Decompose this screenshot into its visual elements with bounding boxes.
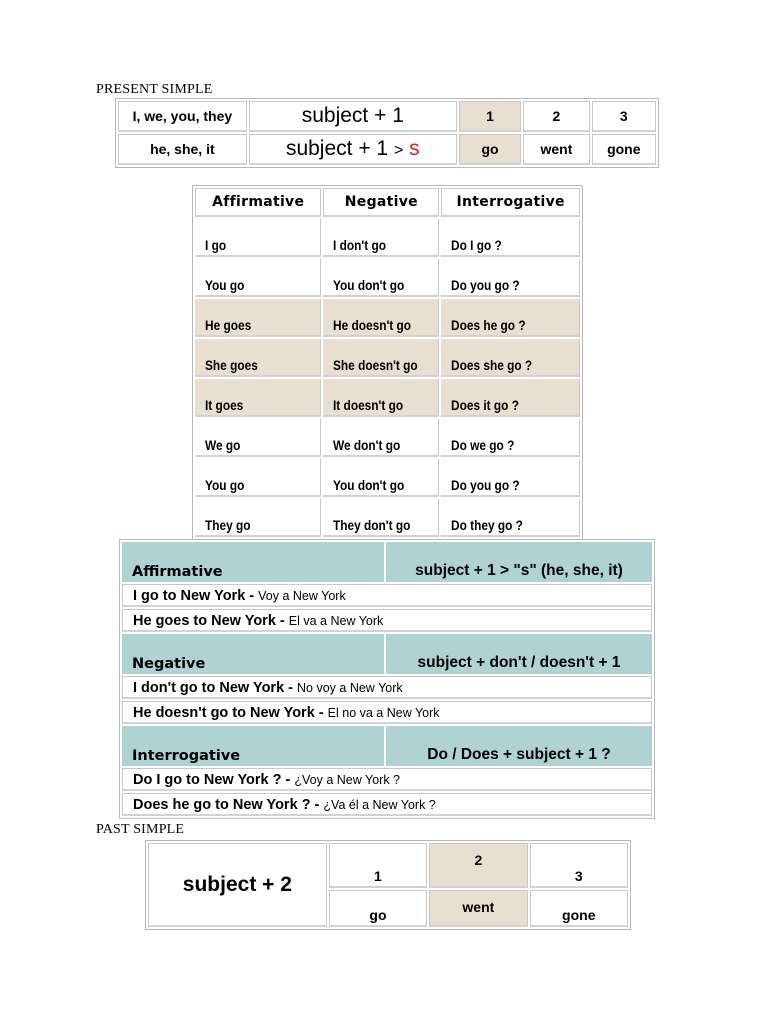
english-sentence: Does he go to New York ? [133, 796, 311, 813]
separator: - [245, 587, 259, 604]
cell-text: We go [205, 438, 241, 453]
example-row [122, 676, 652, 699]
cell-text: You go [205, 478, 245, 493]
separator: - [281, 771, 295, 788]
form-2-cell: went [429, 890, 527, 927]
separator: - [275, 612, 289, 629]
table-row [118, 101, 656, 132]
example-cell [122, 609, 652, 632]
cell-text: We don't go [333, 438, 401, 453]
table-row [195, 299, 580, 337]
example-cell [122, 701, 652, 724]
form-1-cell: go [329, 890, 427, 927]
interrogative-cell [441, 499, 580, 537]
spanish-translation: El no va a New York [327, 705, 440, 720]
table-header-row [195, 188, 580, 217]
spanish-translation: ¿Va él a New York ? [323, 797, 436, 812]
spanish-translation: El va a New York [288, 613, 384, 628]
column-1-header: 1 [329, 843, 427, 888]
column-2-header: 2 [429, 843, 527, 888]
table-row [195, 459, 580, 497]
section-rule: subject + 1 > "s" (he, she, it) [386, 542, 652, 582]
rule-cell: subject + 1 [249, 101, 457, 132]
interrogative-cell [441, 219, 580, 257]
table-row [195, 499, 580, 537]
english-sentence: He goes to New York [133, 612, 276, 629]
interrogative-cell [441, 459, 580, 497]
cell-text: Do you go ? [451, 478, 520, 493]
interrogative-cell [441, 299, 580, 337]
negative-cell [323, 499, 439, 537]
affirmative-cell [195, 299, 321, 337]
affirmative-cell [195, 379, 321, 417]
form-3-cell: gone [592, 134, 656, 165]
table-row [148, 843, 628, 888]
negative-cell [323, 419, 439, 457]
past-simple-form-table [145, 840, 631, 930]
affirmative-cell [195, 339, 321, 377]
cell-text: He doesn't go [333, 318, 412, 333]
section-rule: subject + don't / doesn't + 1 [386, 634, 652, 674]
section-header-row [122, 726, 652, 766]
cell-text: I don't go [333, 238, 387, 253]
separator: - [310, 796, 324, 813]
form-1-cell: go [459, 134, 521, 165]
form-3-cell: gone [530, 890, 628, 927]
negative-cell [323, 339, 439, 377]
table-row [118, 134, 656, 165]
separator: - [314, 704, 328, 721]
example-cell [122, 676, 652, 699]
past-rule-cell: subject + 2 [148, 843, 327, 927]
column-1-header: 1 [459, 101, 521, 132]
column-2-header: 2 [523, 101, 589, 132]
example-cell [122, 768, 652, 791]
pronouns-cell: he, she, it [118, 134, 247, 165]
table-row [195, 339, 580, 377]
interrogative-cell [441, 379, 580, 417]
example-row [122, 584, 652, 607]
cell-text: They don't go [333, 518, 411, 533]
present-simple-form-table [115, 98, 659, 168]
section-header-row [122, 542, 652, 582]
english-sentence: Do I go to New York ? [133, 771, 282, 788]
cell-text: She doesn't go [333, 358, 419, 373]
cell-text: You don't go [333, 478, 405, 493]
section-label: Interrogative [122, 726, 384, 766]
affirmative-cell [195, 259, 321, 297]
table-row [195, 259, 580, 297]
cell-text: Does she go ? [451, 358, 533, 373]
rule-text: subject + 1 [285, 137, 389, 160]
table-row [195, 379, 580, 417]
interrogative-cell [441, 419, 580, 457]
s-suffix: s [409, 137, 420, 160]
section-header-row [122, 634, 652, 674]
example-cell [122, 584, 652, 607]
section-label: Affirmative [122, 542, 384, 582]
table-row [195, 419, 580, 457]
cell-text: Do I go ? [451, 238, 503, 253]
examples-table [119, 539, 655, 819]
cell-text: Does it go ? [451, 398, 520, 413]
negative-cell [323, 219, 439, 257]
conjugation-table [192, 185, 583, 540]
cell-text: It goes [205, 398, 244, 413]
spanish-translation: Voy a New York [258, 588, 346, 603]
negative-cell [323, 299, 439, 337]
example-row [122, 701, 652, 724]
form-2-cell: went [523, 134, 589, 165]
interrogative-cell [441, 339, 580, 377]
past-simple-heading: PAST SIMPLE [96, 822, 185, 837]
negative-cell [323, 379, 439, 417]
cell-text: Does he go ? [451, 318, 526, 333]
negative-cell [323, 259, 439, 297]
header-interrogative: Interrogative [441, 188, 580, 217]
affirmative-cell [195, 219, 321, 257]
header-affirmative: Affirmative [195, 188, 321, 217]
cell-text: Do we go ? [451, 438, 515, 453]
spanish-translation: No voy a New York [297, 680, 403, 695]
affirmative-cell [195, 419, 321, 457]
header-negative: Negative [323, 188, 439, 217]
section-label: Negative [122, 634, 384, 674]
cell-text: Do they go ? [451, 518, 524, 533]
example-cell [122, 793, 652, 816]
affirmative-cell [195, 459, 321, 497]
pronouns-cell: I, we, you, they [118, 101, 247, 132]
section-rule: Do / Does + subject + 1 ? [386, 726, 652, 766]
english-sentence: He doesn't go to New York [133, 704, 315, 721]
column-3-header: 3 [530, 843, 628, 888]
cell-text: It doesn't go [333, 398, 404, 413]
cell-text: You go [205, 278, 245, 293]
example-row [122, 793, 652, 816]
english-sentence: I don't go to New York [133, 679, 285, 696]
table-row [195, 219, 580, 257]
interrogative-cell [441, 259, 580, 297]
affirmative-cell [195, 499, 321, 537]
cell-text: They go [205, 518, 251, 533]
english-sentence: I go to New York [133, 587, 246, 604]
cell-text: She goes [205, 358, 258, 373]
negative-cell [323, 459, 439, 497]
column-3-header: 3 [592, 101, 656, 132]
spanish-translation: ¿Voy a New York ? [294, 772, 401, 787]
cell-text: I go [205, 238, 227, 253]
example-row [122, 609, 652, 632]
cell-text: He goes [205, 318, 252, 333]
cell-text: You don't go [333, 278, 405, 293]
rule-cell-third-person [249, 134, 457, 165]
present-simple-heading: PRESENT SIMPLE [96, 82, 213, 97]
example-row [122, 768, 652, 791]
separator: - [284, 679, 298, 696]
arrow-symbol: > [393, 142, 404, 159]
cell-text: Do you go ? [451, 278, 520, 293]
